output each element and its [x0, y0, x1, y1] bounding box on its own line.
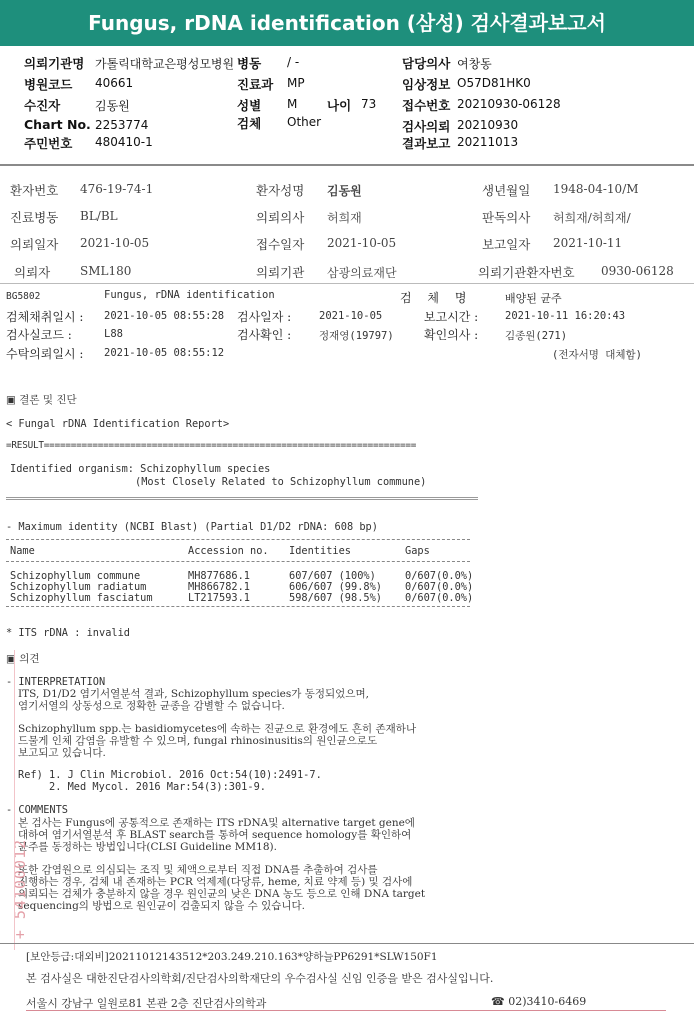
text-line: 균주를 동정하는 방법입니다(CLSI Guideline MM18). — [18, 841, 277, 853]
age-label: 나이 — [327, 98, 352, 113]
dept-label: 진료과 — [237, 77, 274, 92]
institution-label: 의뢰기관명 — [24, 56, 85, 71]
receipt-value: 20210930-06128 — [457, 97, 561, 111]
verify-label: 검사확인 : — [237, 328, 292, 342]
care-ward-label: 진료병동 — [10, 210, 59, 225]
chart-value: 2253774 — [95, 118, 149, 132]
ward-label: 병동 — [237, 56, 262, 71]
report-date-label: 결과보고 — [402, 136, 451, 151]
chart-label: Chart No. — [24, 117, 91, 132]
table-cell: 0/607(0.0%) — [405, 592, 474, 604]
patient-no-label: 환자번호 — [10, 183, 59, 198]
hospital-code-label: 병원코드 — [24, 77, 73, 92]
footer-underline — [26, 1010, 666, 1011]
comments-heading: - COMMENTS — [6, 804, 68, 816]
test-code: BG5802 — [6, 291, 41, 302]
client-value: SML180 — [80, 264, 132, 278]
clinical-info-label: 임상정보 — [402, 77, 451, 92]
verify-value: 정재영(19797) — [319, 330, 394, 342]
max-identity-line: - Maximum identity (NCBI Blast) (Partial D1/D2 rDNA: 608 bp) — [6, 521, 378, 533]
dob-value: 1948-04-10/M — [553, 182, 639, 196]
report-title: Fungus, rDNA identification (삼성) 검사결과보고서 — [0, 0, 694, 46]
dob-label: 생년월일 — [482, 183, 531, 198]
text-line: 보고되고 있습니다. — [18, 747, 106, 759]
certification-text: 본 검사실은 대한진단검사의학회/진단검사의학재단의 우수검사실 신임 인증을 받은 검사실입니다. — [26, 972, 494, 985]
confirm-value: 김종원(271) — [505, 330, 568, 342]
rcv-date-value: 2021-10-05 — [327, 236, 397, 250]
table-cell: MH866782.1 — [188, 581, 250, 593]
hospital-code-value: 40661 — [95, 76, 134, 90]
sex-value: M — [287, 97, 298, 111]
read-doctor-value: 허희재/허희재/ — [553, 211, 631, 225]
specimen-label: 검체 — [237, 116, 262, 131]
dept-value: MP — [287, 76, 305, 90]
request-date-label: 검사의뢰 — [402, 119, 451, 134]
report-subtitle: < Fungal rDNA Identification Report> — [6, 418, 230, 430]
table-cell: 607/607 (100%) — [289, 570, 376, 582]
intake-value: 2021-10-05 08:55:12 — [104, 347, 225, 359]
req-doctor-label: 의뢰의사 — [256, 210, 305, 225]
result-separator: =RESULT===================================================================== — [6, 440, 417, 451]
security-line: [보안등급:대외비]20211012143512*203.249.210.163*양하늘PP6291*SLW150F1 — [26, 951, 438, 963]
id-label: 주민번호 — [24, 136, 73, 151]
text-line: 또한 감염원으로 의심되는 조직 및 체액으로부터 직접 DNA를 추출하여 검사를 — [18, 864, 378, 876]
patient-value: 김동원 — [95, 99, 130, 113]
table-cell: 0/607(0.0%) — [405, 570, 474, 582]
confirm-label: 확인의사 : — [424, 328, 479, 342]
col-identities: Identities — [289, 545, 351, 557]
text-line: 염기서열의 상동성으로 정확한 균종을 감별할 수 없습니다. — [18, 700, 285, 712]
side-stamp: + 54100012 — [11, 838, 30, 940]
text-line: 드물게 인체 감염을 유발할 수 있으며, fungal rhinosinusitis의 원인균으로도 — [18, 735, 378, 747]
text-line: sequencing의 방법으로 원인균이 검출되지 않을 수 있습니다. — [18, 900, 306, 912]
req-doctor-value: 허희재 — [327, 211, 362, 225]
table-cell: 606/607 (99.8%) — [289, 581, 382, 593]
specimen-name-label: 검 체 명 — [400, 291, 473, 305]
org-pid-label: 의뢰기관환자번호 — [478, 265, 575, 280]
doctor-value: 여창동 — [457, 57, 492, 71]
lab-room-value: L88 — [104, 328, 123, 340]
id-value: 480410-1 — [95, 135, 153, 149]
collect-label: 검체채취일시 : — [6, 310, 84, 324]
client-label: 의뢰자 — [14, 265, 51, 280]
read-doctor-label: 판독의사 — [482, 210, 531, 225]
interpretation-heading: - INTERPRETATION — [6, 676, 106, 688]
report-time-value: 2021-10-11 16:20:43 — [505, 310, 626, 322]
lab-room-label: 검사실코드 : — [6, 328, 72, 342]
opinion-heading: ▣ 의견 — [6, 653, 40, 665]
ref-line: Ref) 1. J Clin Microbiol. 2016 Oct:54(10):2491-7. — [18, 769, 322, 781]
test-date-value: 2021-10-05 — [319, 310, 383, 322]
specimen-name-value: 배양된 균주 — [505, 292, 562, 305]
rpt-date-label: 보고일자 — [482, 237, 531, 252]
institution-value: 가톨릭대학교은평성모병원 — [95, 57, 235, 71]
test-name: Fungus, rDNA identification — [104, 289, 275, 301]
req-date-value: 2021-10-05 — [80, 236, 150, 250]
patient-name-label: 환자성명 — [256, 183, 305, 198]
org-value: 삼광의료재단 — [327, 266, 397, 280]
rpt-date-value: 2021-10-11 — [553, 236, 623, 250]
org-label: 의뢰기관 — [256, 265, 305, 280]
text-line: 의뢰되는 검체가 충분하지 않을 경우 원인균의 낮은 DNA 농도 등으로 인해 DNA target — [18, 888, 426, 900]
care-ward-value: BL/BL — [80, 209, 118, 223]
clinical-info-value: O57D81HK0 — [457, 76, 531, 90]
its-line: * ITS rDNA : invalid — [6, 627, 130, 639]
stamp-rule — [14, 650, 15, 950]
specimen-value: Other — [287, 115, 322, 129]
text-line: 진행하는 경우, 검체 내 존재하는 PCR 억제제(다당류, heme, 치료 약제 등) 및 검사에 — [18, 876, 413, 888]
request-date-value: 20210930 — [457, 118, 519, 132]
phone-line — [491, 995, 586, 1008]
req-date-label: 의뢰일자 — [10, 237, 59, 252]
closest-line: (Most Closely Related to Schizophyllum commune) — [135, 476, 427, 488]
ward-value: / - — [287, 55, 300, 69]
table-cell: LT217593.1 — [188, 592, 250, 604]
age-value: 73 — [361, 97, 377, 111]
patient-name-value: 김동원 — [327, 184, 362, 198]
table-cell: Schizophyllum fasciatum — [10, 592, 153, 604]
conclusion-heading: ▣ 결론 및 진단 — [6, 394, 77, 406]
text-line: ITS, D1/D2 염기서열분석 결과, Schizophyllum species가 동정되었으며, — [18, 688, 369, 700]
esign-note: (전자서명 대체함) — [552, 349, 642, 361]
table-cell: MH877686.1 — [188, 570, 250, 582]
sex-label: 성별 — [237, 98, 262, 113]
rcv-date-label: 접수일자 — [256, 237, 305, 252]
table-cell: 598/607 (98.5%) — [289, 592, 382, 604]
collect-value: 2021-10-05 08:55:28 — [104, 310, 225, 322]
phone-icon: ☎ — [491, 995, 509, 1008]
text-line: 대하여 염기서열분석 후 BLAST search를 통하여 sequence homology를 확인하여 — [18, 829, 412, 841]
patient-label: 수진자 — [24, 98, 61, 113]
text-line: Schizophyllum spp.는 basidiomycetes에 속하는 진균으로 환경에도 흔히 존재하나 — [18, 723, 417, 735]
text-line: 본 검사는 Fungus에 공통적으로 존재하는 ITS rDNA및 alternative target gene에 — [18, 817, 415, 829]
test-date-label: 검사일자 : — [237, 310, 292, 324]
org-pid-value: 0930-06128 — [601, 264, 674, 278]
address-text: 서울시 강남구 일원로81 본관 2층 진단검사의학과 — [26, 997, 267, 1010]
table-cell: Schizophyllum radiatum — [10, 581, 147, 593]
phone-number: 02)3410-6469 — [508, 995, 587, 1008]
organism-line: Identified organism: Schizophyllum species — [10, 463, 271, 475]
report-time-label: 보고시간 : — [424, 310, 479, 324]
doctor-label: 담당의사 — [402, 56, 451, 71]
report-date-value: 20211013 — [457, 135, 519, 149]
table-cell: 0/607(0.0%) — [405, 581, 474, 593]
col-accession: Accession no. — [188, 545, 269, 557]
col-name: Name — [10, 545, 35, 557]
ref-line: 2. Med Mycol. 2016 Mar:54(3):301-9. — [49, 781, 266, 793]
intake-label: 수탁의뢰일시 : — [6, 347, 84, 361]
patient-no-value: 476-19-74-1 — [80, 182, 154, 196]
receipt-label: 접수번호 — [402, 98, 451, 113]
col-gaps: Gaps — [405, 545, 430, 557]
table-cell: Schizophyllum commune — [10, 570, 141, 582]
